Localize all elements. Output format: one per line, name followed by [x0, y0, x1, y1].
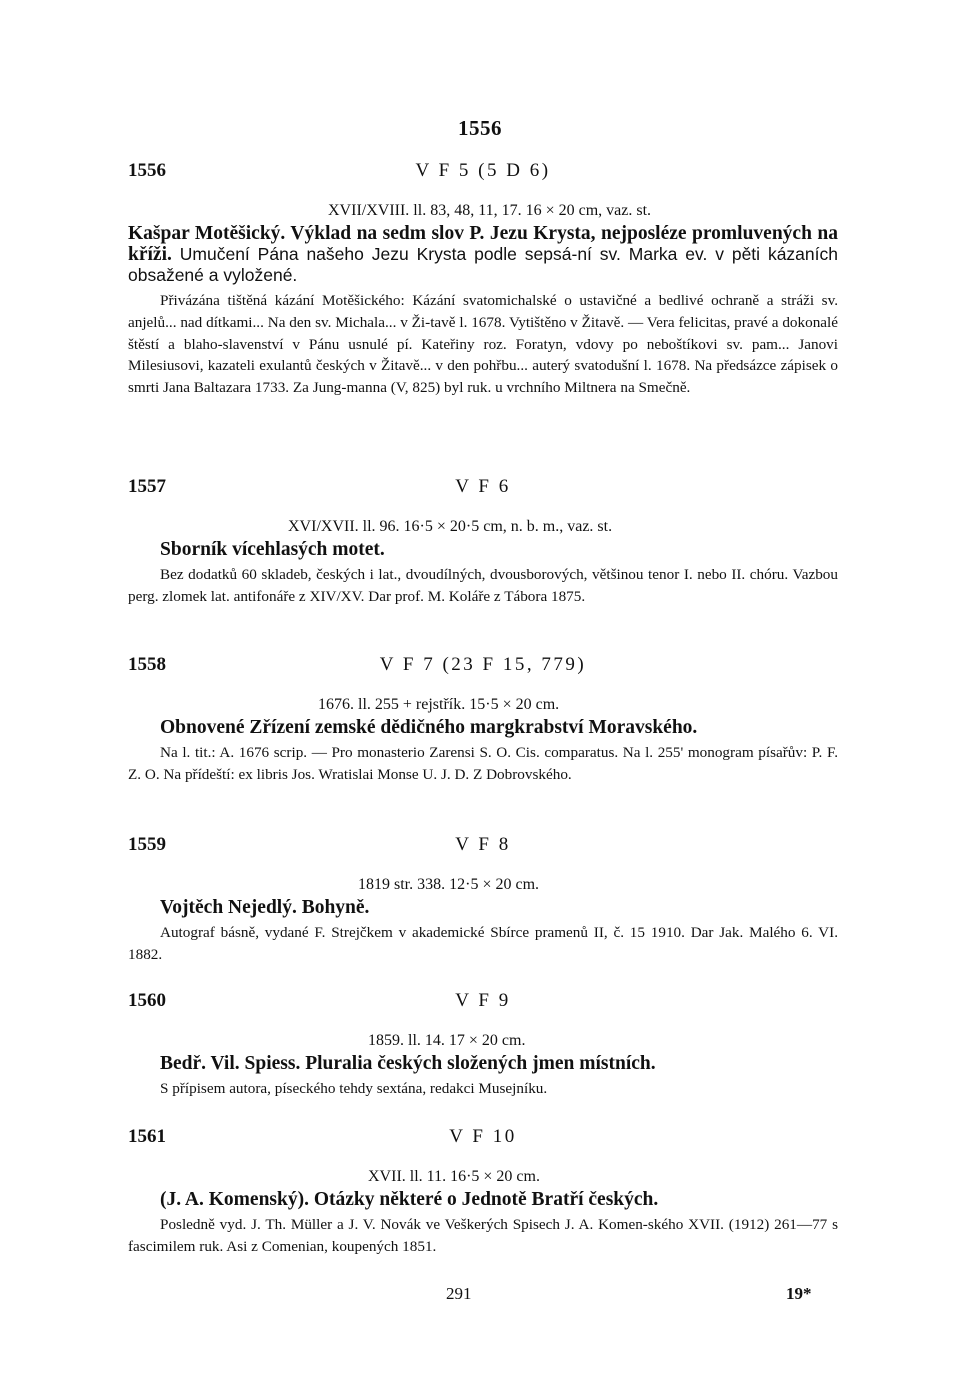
shelf-mark: V F 8 — [455, 834, 511, 855]
entry-header — [128, 476, 838, 506]
shelf-mark: V F 10 — [449, 1126, 517, 1147]
entry-title: Bedř. Vil. Spiess. Pluralia českých složených jmen místních. — [160, 1053, 656, 1074]
entry-number: 1558 — [128, 654, 166, 675]
catalog-entry — [128, 990, 838, 1100]
entry-header — [128, 160, 838, 190]
shelf-mark: V F 5 (5 D 6) — [415, 160, 551, 181]
entry-header — [128, 654, 838, 684]
entry-header — [128, 1126, 838, 1156]
entry-note: Bez dodatků 60 skladeb, českých i lat., dvoudílných, dvousborových, většinou tenor I. nebo II. chóru. Vazbou perg. zlomek lat. antifonáře z XIV/XV. Dar prof. M. Koláře z Tábora 1875. — [128, 566, 838, 605]
entry-note: Posledně vyd. J. Th. Müller a J. V. Novák ve Veškerých Spisech J. A. Komen-ského XVII. (1912) 261—77 s fascimilem ruk. Asi z Comenian, koupených 1851. — [128, 1216, 838, 1255]
entry-note: Autograf básně, vydané F. Strejčkem v akademické Sbírce pramenů II, č. 15 1910. Dar Jak. Malého 6. VI. 1882. — [128, 924, 838, 963]
collation: 1676. ll. 255 + rejstřík. 15·5 × 20 cm. — [318, 696, 560, 713]
entry-number: 1560 — [128, 990, 166, 1011]
collation: 1859. ll. 14. 17 × 20 cm. — [368, 1032, 526, 1049]
catalog-entry — [128, 1126, 838, 1258]
entry-header — [128, 990, 838, 1020]
entry-number: 1557 — [128, 476, 166, 497]
entry-number: 1556 — [128, 160, 166, 181]
collation: XVI/XVII. ll. 96. 16·5 × 20·5 cm, n. b. m., vaz. st. — [288, 518, 613, 535]
page-footer — [0, 1284, 960, 1308]
collation: XVII. ll. 11. 16·5 × 20 cm. — [368, 1168, 540, 1185]
catalog-entry — [128, 160, 838, 399]
entry-note: Přivázána tištěná kázání Motěšického: Kázání svatomichalské o ustavičné a bedlivé ochraně a stráži sv. anjelů... nad dítkami... Na den sv. Michala... v Ži-tavě l. 1678. Vytištěno v Žitavě. — Vera felicitas, pravé a dokonalé štěstí a blaho-slavenství v Pánu usnulé pí. Kateřiny roz. Foratyn, vdovy po neboštíkovi sv. pam... Janovi Milesiusovi, kazateli exulantů českých v Žitavě... v den pohřbu... auterý svatodušní l. 1678. Na předsázce zápisek o smrti Jana Baltazara 1733. Za Jung-manna (V, 825) byl ruk. u vrchního Miltnera na Smečně. — [128, 292, 838, 397]
entry-title: Sborník vícehlasých motet. — [160, 539, 385, 560]
page-number: 291 — [446, 1284, 472, 1303]
collation: XVII/XVIII. ll. 83, 48, 11, 17. 16 × 20 cm, vaz. st. — [328, 202, 652, 219]
entry-title — [128, 223, 838, 286]
entry-title: Vojtěch Nejedlý. Bohyně. — [160, 897, 370, 918]
sheet-signature: 19* — [786, 1284, 812, 1303]
entry-title: Obnovené Zřízení zemské dědičného margkrabství Moravského. — [160, 717, 698, 738]
title-main: Kašpar Motěšický. Výklad na sedm slov P. Jezu Krysta, nejposléze promluvených na kříži. — [128, 223, 838, 265]
entry-title: (J. A. Komenský). Otázky některé o Jednotě Bratří českých. — [160, 1189, 659, 1210]
entry-note: S přípisem autora, píseckého tehdy sextána, redakci Musejníku. — [160, 1080, 548, 1097]
catalog-entry — [128, 654, 838, 786]
collation: 1819 str. 338. 12·5 × 20 cm. — [358, 876, 540, 893]
shelf-mark: V F 7 (23 F 15, 779) — [379, 654, 587, 675]
entry-header — [128, 834, 838, 864]
shelf-mark: V F 9 — [455, 990, 511, 1011]
shelf-mark: V F 6 — [455, 476, 511, 497]
title-continuation: Umučení Pána našeho Jezu Krysta podle sepsá-ní sv. Marka ev. v pěti kázaních obsažené a vyložené. — [128, 244, 838, 285]
entry-number: 1561 — [128, 1126, 166, 1147]
catalog-entry — [128, 476, 838, 608]
running-head: 1556 — [458, 116, 502, 140]
entry-number: 1559 — [128, 834, 166, 855]
entry-note: Na l. tit.: A. 1676 scrip. — Pro monasterio Zarensi S. O. Cis. comparatus. Na l. 255' monogram písařův: P. F. Z. O. Na přídeští: ex libris Jos. Wratislai Monse U. J. D. Z Dobrovského. — [128, 744, 838, 783]
catalog-entry — [128, 834, 838, 966]
